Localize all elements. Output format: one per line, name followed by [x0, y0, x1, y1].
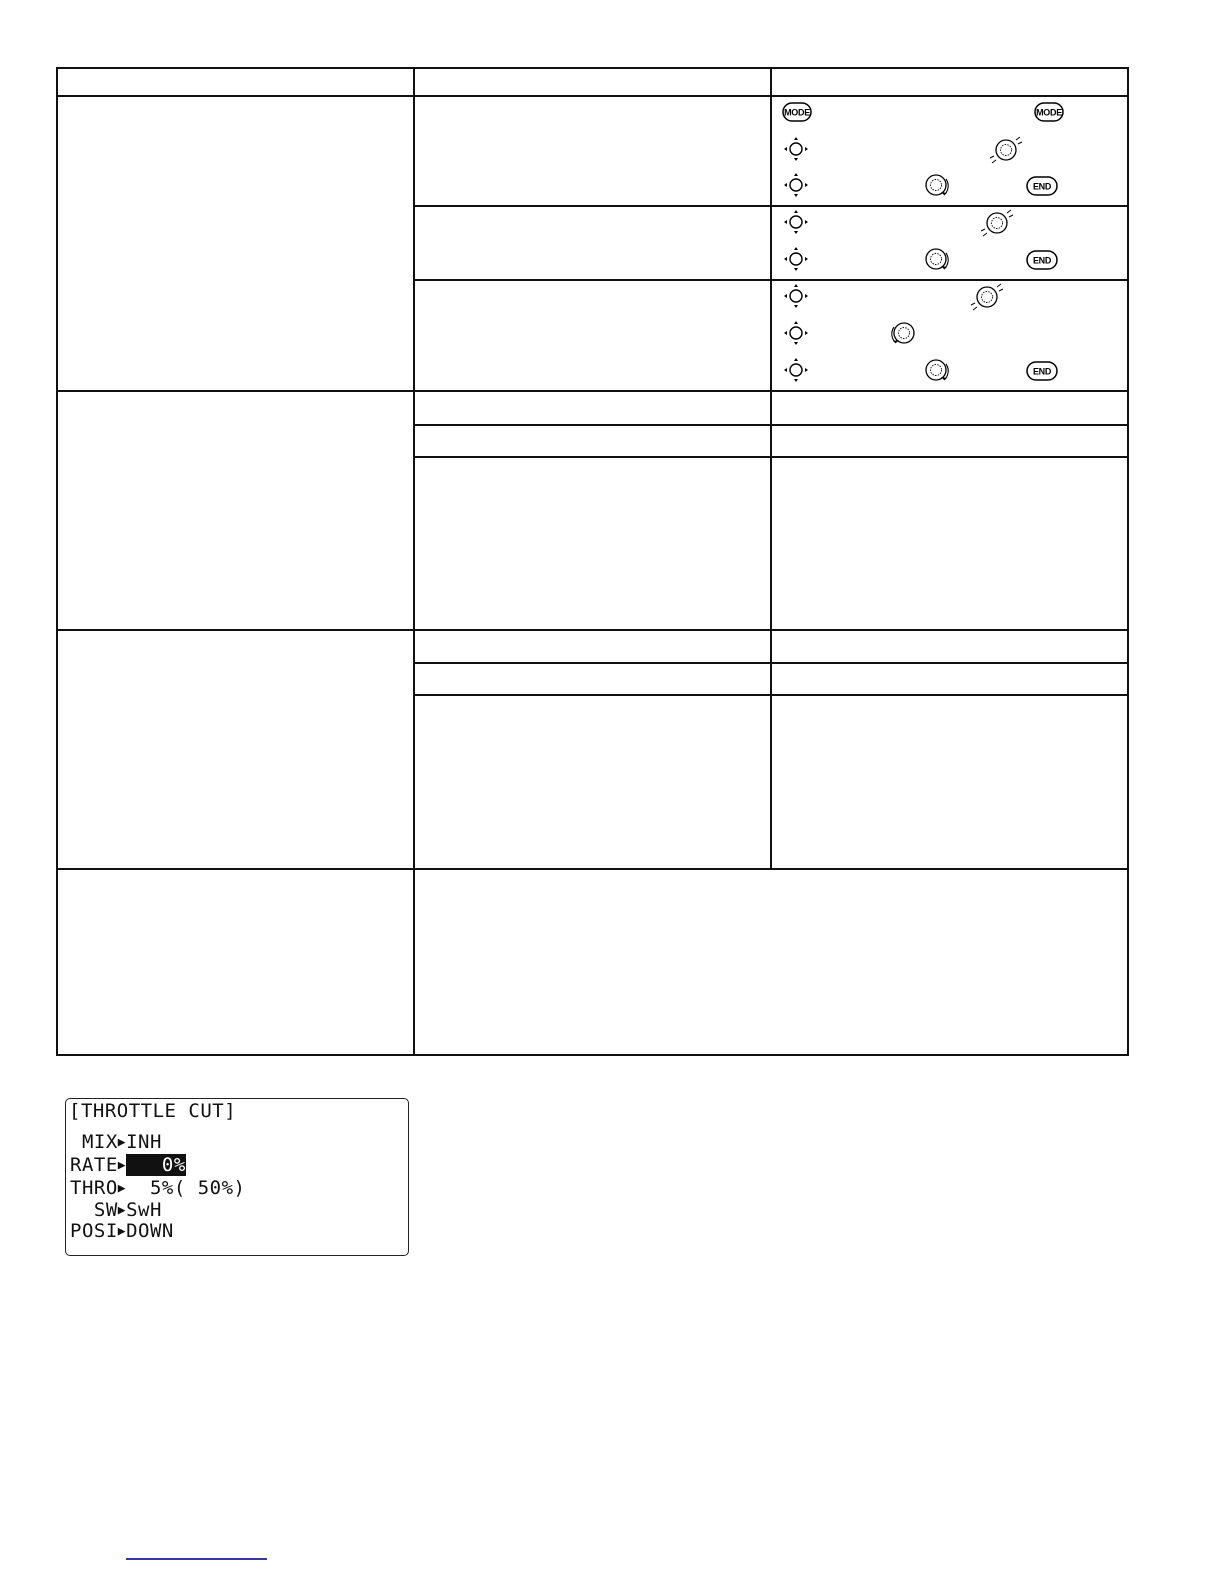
dial-select-icon: [979, 208, 1015, 238]
arrow-right-icon: ▶: [117, 1224, 127, 1239]
svg-text:END: END: [1032, 255, 1052, 266]
dial-select-icon: [969, 282, 1005, 312]
joystick-icon: [783, 283, 809, 309]
lcd-thro-label: THRO: [70, 1177, 118, 1199]
joystick-icon: [783, 357, 809, 383]
table-border-left: [56, 67, 58, 1056]
joystick-icon: [783, 136, 809, 162]
lcd-posi-value: DOWN: [126, 1220, 174, 1242]
lcd-thro-value: 5%( 50%): [126, 1177, 246, 1199]
lcd-rate-label: RATE: [70, 1154, 118, 1176]
lcd-title: [THROTTLE CUT]: [69, 1100, 237, 1122]
footer-link-underline[interactable]: [126, 1558, 267, 1560]
section-divider: [56, 868, 1129, 870]
joystick-icon: [783, 209, 809, 235]
dial-select-icon: [988, 135, 1024, 165]
arrow-right-icon: ▶: [117, 1158, 127, 1173]
lcd-screen-throttle-cut: [65, 1098, 409, 1256]
end-button-icon: [1026, 361, 1058, 381]
section-divider: [56, 629, 1129, 631]
lcd-mix-label: MIX: [70, 1131, 118, 1153]
svg-text:END: END: [1032, 366, 1052, 377]
table-header-divider: [56, 95, 1129, 97]
end-button-icon: [1026, 176, 1058, 196]
lcd-row-thro: [70, 1177, 245, 1200]
lcd-row-posi: [70, 1220, 174, 1243]
arrow-right-icon: ▶: [117, 1203, 127, 1218]
lcd-rate-value[interactable]: 0%: [126, 1154, 186, 1176]
dial-rotate-icon: [922, 245, 952, 273]
joystick-icon: [783, 246, 809, 272]
svg-text:MODE: MODE: [1036, 107, 1062, 118]
table-border-top: [56, 67, 1129, 69]
lcd-row-sw: [70, 1199, 162, 1222]
end-button-icon: [1026, 250, 1058, 270]
arrow-right-icon: ▶: [117, 1181, 127, 1196]
lcd-mix-value: INH: [126, 1131, 162, 1153]
table-border-right: [1127, 67, 1129, 1056]
lcd-row-mix: [70, 1131, 162, 1154]
lcd-sw-label: SW: [70, 1199, 118, 1221]
arrow-right-icon: ▶: [117, 1135, 127, 1150]
mode-button-icon: [1034, 102, 1064, 122]
joystick-icon: [783, 172, 809, 198]
joystick-icon: [783, 320, 809, 346]
dial-rotate-icon: [922, 356, 952, 384]
column-divider: [770, 67, 772, 868]
svg-text:END: END: [1032, 181, 1052, 192]
mode-button-icon: [782, 102, 812, 122]
lcd-row-rate: [70, 1154, 186, 1177]
lcd-sw-value: SwH: [126, 1199, 162, 1221]
table-border-bottom: [56, 1054, 1129, 1056]
dial-rotate-ccw-icon: [888, 319, 918, 347]
lcd-posi-label: POSI: [70, 1220, 118, 1242]
svg-text:MODE: MODE: [784, 107, 810, 118]
section-divider: [56, 390, 1129, 392]
procedure-table: [56, 67, 1129, 1056]
dial-rotate-icon: [922, 171, 952, 199]
column-divider: [413, 67, 415, 1056]
